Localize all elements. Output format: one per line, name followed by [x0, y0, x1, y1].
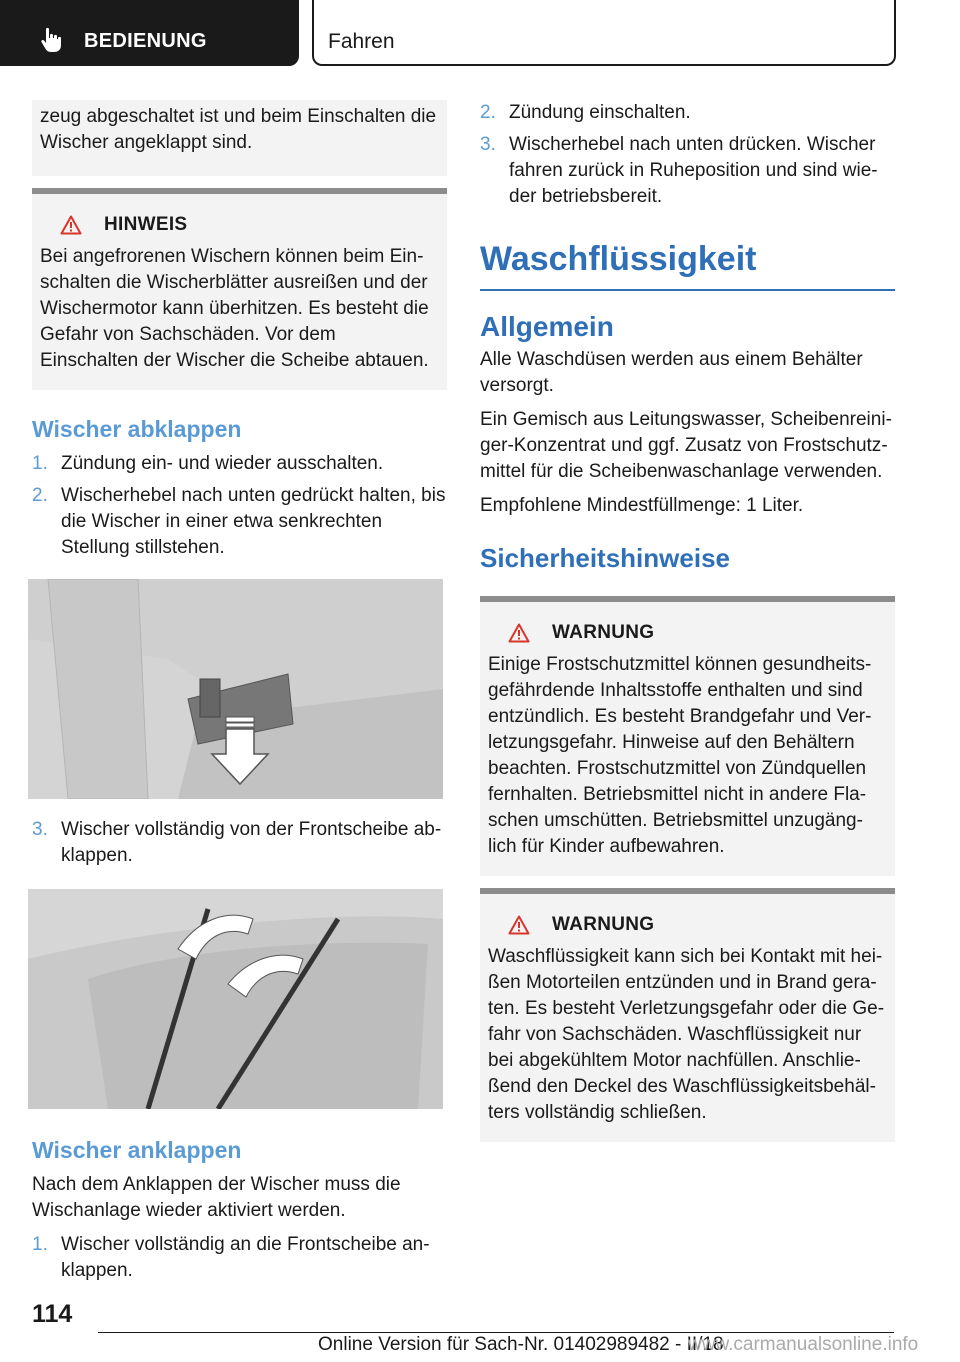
- section-tab: [0, 0, 299, 66]
- allgemein-p1: Alle Waschdüsen werden aus einem Behälter versorgt.: [480, 349, 863, 396]
- abklappen-step-3: [32, 817, 447, 869]
- footer-watermark[interactable]: www.carmanualsonline.info: [688, 1334, 919, 1355]
- warnung-text-2: Waschflüssigkeit kann sich bei Kontakt mit heißen Motorteilen entzünden und in Brand geraten. Es besteht Verletzungsgefahr oder die Gefahr von Sachschäden. Waschflüssigkeit nur bei abgekühltem Motor nachfüllen. Anschließend den Deckel des Waschflüssigkeitsbehälters vollständig schließen.: [488, 946, 885, 1123]
- list-item: 1. Wischer vollständig an die Frontscheibe anklappen.: [32, 1234, 430, 1281]
- continued-notice-text: zeug abgeschaltet ist und beim Einschalten die Wischer angeklappt sind.: [40, 106, 437, 153]
- wiper-lever-illustration: [28, 579, 443, 799]
- section-tab-label: BEDIENUNG: [84, 30, 207, 52]
- list-item: 2. Zündung einschalten.: [480, 102, 691, 123]
- chapter-header: [312, 0, 896, 66]
- hinweis-box: [32, 188, 447, 390]
- hinweis-title: HINWEIS: [104, 214, 188, 235]
- heading-allgemein: Allgemein: [480, 311, 614, 342]
- warnung-header-1: [508, 622, 885, 644]
- footer-edition-text: Online Version für Sach-Nr. 01402989482 - II/18: [318, 1334, 724, 1355]
- warnung-text-1: Einige Frostschutzmittel können gesundheitsgefährdende Inhaltsstoffe enthalten und sind entzündlich. Es besteht Brandgefahr und Verletzungsgefahr. Hinweise auf den Behältern beachten. Frostschutzmittel von Zündquellen fernhalten. Betriebsmittel nicht in andere Flaschen umschütten. Betriebsmittel unzugänglich für Kinder aufbewahren.: [488, 654, 872, 857]
- page-number: 114: [32, 1300, 73, 1328]
- continued-notice-box: [32, 100, 447, 176]
- heading-waschfluessigkeit: Waschflüssigkeit: [480, 240, 895, 291]
- heading-wischer-abklappen: Wischer abklappen: [32, 416, 242, 442]
- footer-rule: [98, 1332, 894, 1333]
- hinweis-text: Bei angefrorenen Wischern können beim Einschalten die Wischerblätter ausreißen und der Wischermotor kann überhitzen. Es besteht die Gefahr von Sachschäden. Vor dem Einschalten der Wischer die Scheibe abtauen.: [40, 246, 429, 371]
- allgemein-p3: Empfohlene Mindestfüllmenge: 1 Liter.: [480, 495, 804, 516]
- footer-edition: [318, 1334, 919, 1356]
- warning-triangle-icon: [508, 623, 530, 643]
- list-item: 3. Wischer vollständig von der Frontscheibe abklappen.: [32, 819, 442, 866]
- heading-wischer-anklappen: Wischer anklappen: [32, 1137, 242, 1163]
- anklappen-intro: Nach dem Anklappen der Wischer muss die Wischanlage wieder aktiviert werden.: [32, 1174, 401, 1221]
- allgemein-p2: Ein Gemisch aus Leitungswasser, Scheibenreiniger-Konzentrat und ggf. Zusatz von Frostschutzmittel für die Scheibenwaschanlage verwenden.: [480, 409, 892, 482]
- list-item: 1. Zündung ein- und wieder ausschalten.: [32, 453, 384, 474]
- chapter-title: Fahren: [328, 30, 395, 53]
- warnung-title-1: WARNUNG: [552, 622, 655, 643]
- anklappen-steps-continued: [480, 100, 895, 210]
- windscreen-wipers-illustration: [28, 889, 443, 1109]
- warnung-box-1: [480, 596, 895, 876]
- hand-pointer-icon: [40, 27, 64, 53]
- list-item: 3. Wischerhebel nach unten drücken. Wischer fahren zurück in Ruheposition und sind wieder betriebsbereit.: [480, 134, 878, 207]
- warning-triangle-icon: [60, 215, 82, 235]
- warnung-box-2: [480, 888, 895, 1142]
- anklappen-steps: [32, 1232, 447, 1284]
- abklappen-steps: [32, 451, 447, 561]
- left-column: [32, 100, 447, 1290]
- heading-sicherheitshinweise: Sicherheitshinweise: [480, 543, 730, 573]
- warning-triangle-icon: [508, 915, 530, 935]
- right-column: [480, 100, 895, 1142]
- warnung-header-2: [508, 914, 885, 936]
- hinweis-header: [60, 214, 437, 236]
- list-item: 2. Wischerhebel nach unten gedrückt halten, bis die Wischer in einer etwa senkrechten Stellung stillstehen.: [32, 485, 446, 558]
- warnung-title-2: WARNUNG: [552, 914, 655, 935]
